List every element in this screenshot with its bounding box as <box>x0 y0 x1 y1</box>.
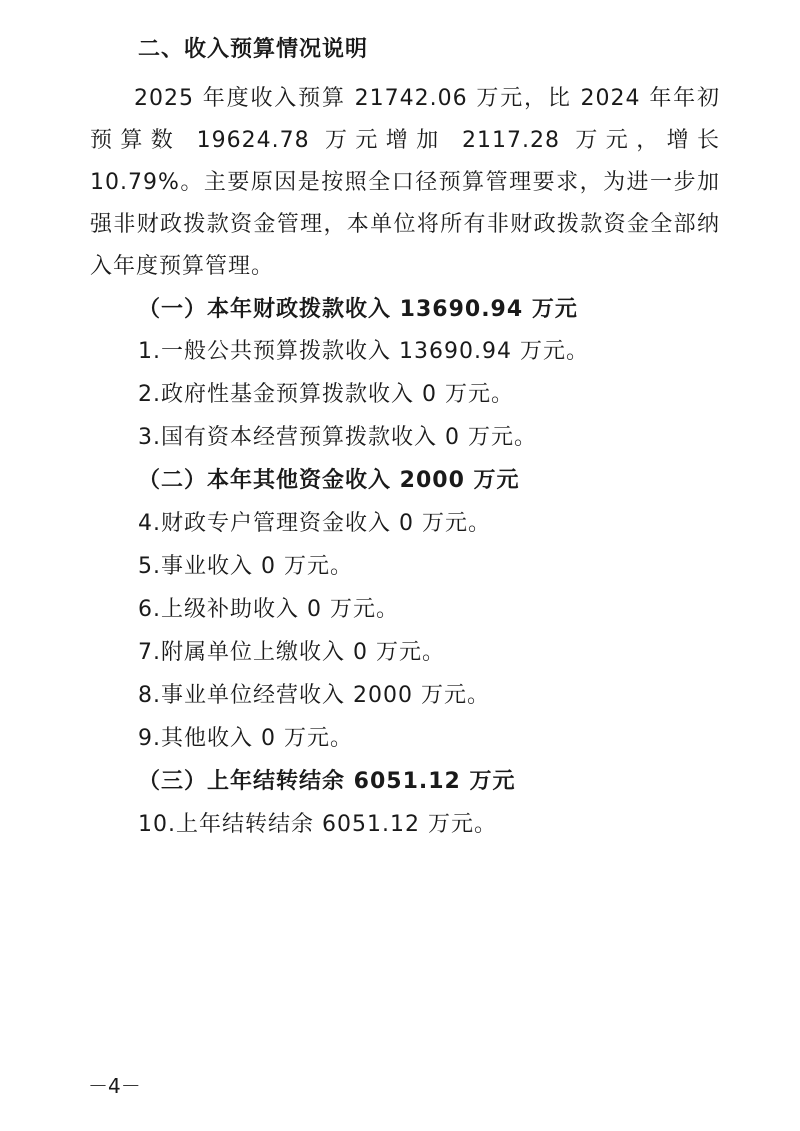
subsection-heading: （三）上年结转结余 6051.12 万元 <box>138 769 516 794</box>
list-item: 5.事业收入 0 万元。 <box>138 554 353 579</box>
section-title: 二、收入预算情况说明 <box>138 37 369 62</box>
list-item: 7.附属单位上缴收入 0 万元。 <box>138 640 445 665</box>
list-item: 3.国有资本经营预算拨款收入 0 万元。 <box>138 425 537 450</box>
list-item: 6.上级补助收入 0 万元。 <box>138 597 399 622</box>
subsection-heading: （一）本年财政拨款收入 13690.94 万元 <box>138 297 578 322</box>
subsection-heading: （二）本年其他资金收入 2000 万元 <box>138 468 520 493</box>
intro-paragraph: 2025 年度收入预算 21742.06 万元，比 2024 年年初预算数 19624.78 万元增加 2117.28 万元，增长 10.79%。主要原因是按照全口径预算管理要求，为进一步加强非财政拨款资金管理，本单位将所有非财政拨款资金全部纳入年度预算管理。 <box>90 86 720 279</box>
list-item: 4.财政专户管理资金收入 0 万元。 <box>138 511 491 536</box>
list-item: 2.政府性基金预算拨款收入 0 万元。 <box>138 382 514 407</box>
list-item: 9.其他收入 0 万元。 <box>138 726 353 751</box>
list-item: 8.事业单位经营收入 2000 万元。 <box>138 683 490 708</box>
page-number: －4－ <box>88 1074 141 1098</box>
list-item: 10.上年结转结余 6051.12 万元。 <box>138 812 497 837</box>
list-item: 1.一般公共预算拨款收入 13690.94 万元。 <box>138 339 589 364</box>
